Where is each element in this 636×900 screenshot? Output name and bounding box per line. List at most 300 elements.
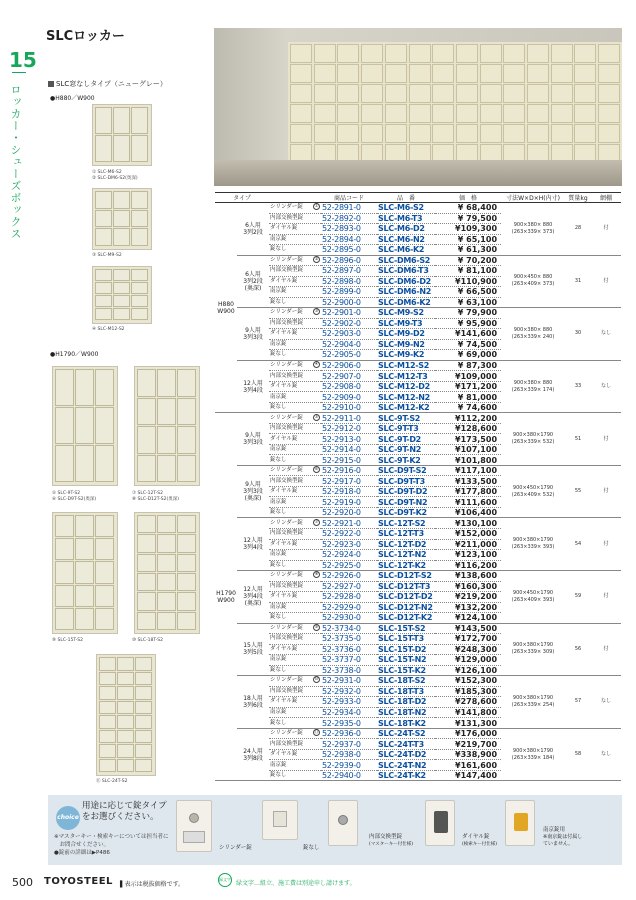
green-text-note: 緑文字…組立、施工費は別途申し請けます。 — [236, 880, 356, 887]
price-cell: ¥ 61,300 — [435, 245, 501, 256]
size-label-h1790: ●H1790／W900 — [50, 351, 99, 358]
type-cell: 15人用 3列5段 — [237, 623, 269, 676]
code-cell: 52-3736-0 — [321, 644, 377, 655]
product-cell: SLC-D12T-N2 — [377, 602, 435, 613]
price-cell: ¥106,400 — [435, 507, 501, 518]
photo-locker-door — [480, 84, 502, 103]
code-cell: 52-2933-0 — [321, 697, 377, 708]
code-cell: 52-2925-0 — [321, 560, 377, 571]
code-cell: 52-2917-0 — [321, 476, 377, 487]
header-code: 商品コード — [321, 193, 377, 203]
lock-cell — [269, 592, 321, 603]
photo-locker-door — [337, 84, 359, 103]
dims-cell: 900×380× 880 (263×339× 174) — [501, 360, 565, 413]
locker-door — [117, 701, 134, 715]
photo-locker-door — [598, 84, 620, 103]
lock-label: シリンダー錠 — [270, 677, 303, 684]
tax-note: ▌表示は税抜価格です。 — [120, 881, 185, 888]
product-cell: SLC-18T-K2 — [377, 718, 435, 729]
photo-locker-door — [456, 64, 478, 83]
lock-cell — [269, 728, 321, 739]
code-cell: 52-2920-0 — [321, 507, 377, 518]
shelf-cell: 付 — [591, 465, 621, 518]
shelf-cell: なし — [591, 728, 621, 781]
type-cell: 6人用 3列2段 — [237, 203, 269, 256]
photo-locker-door — [290, 104, 312, 123]
code-cell: 52-2921-0 — [321, 518, 377, 529]
photo-locker-door — [503, 84, 525, 103]
photo-locker-door — [456, 104, 478, 123]
lock-label: ダイヤル錠 — [270, 225, 298, 232]
lock-label-internal-sub: (マスターキー付仕様) — [369, 842, 414, 847]
type-cell: 24人用 3列8段 — [237, 728, 269, 781]
locker-door — [55, 445, 74, 482]
caption-3: ③ SLC-M9-S2 — [92, 253, 122, 258]
locker-door — [157, 573, 176, 591]
locker-door — [157, 612, 176, 630]
code-cell: 52-2900-0 — [321, 297, 377, 308]
price-cell: ¥ 70,200 — [435, 255, 501, 266]
lock-label: 錠なし — [270, 614, 287, 621]
lock-cell — [269, 245, 321, 256]
lock-label: 錠なし — [270, 404, 287, 411]
item-number-badge: ② — [314, 256, 319, 262]
photo-locker-door — [551, 64, 573, 83]
product-cell: SLC-M12-S2 — [377, 360, 435, 371]
locker-door — [113, 228, 130, 246]
price-cell: ¥138,600 — [435, 571, 501, 582]
locker-door — [99, 701, 116, 715]
locker-door — [55, 515, 74, 537]
code-cell: 52-2929-0 — [321, 602, 377, 613]
lock-label: 南京錠 — [270, 656, 287, 663]
locker-door — [55, 538, 74, 560]
brand-logo: TOYOSTEEL — [44, 876, 113, 887]
code-cell: 52-2937-0 — [321, 739, 377, 750]
lock-cell — [269, 507, 321, 518]
locker-9t — [52, 366, 118, 486]
locker-door — [117, 759, 134, 773]
locker-door — [177, 592, 196, 610]
item-number-badge: ⑤ — [314, 414, 319, 420]
price-cell: ¥143,500 — [435, 623, 501, 634]
code-cell: 52-2939-0 — [321, 760, 377, 771]
lock-cell — [269, 697, 321, 708]
photo-locker-door — [574, 104, 596, 123]
locker-door — [113, 210, 130, 228]
product-cell: SLC-18T-D2 — [377, 697, 435, 708]
price-cell: ¥172,700 — [435, 634, 501, 645]
price-cell: ¥147,400 — [435, 770, 501, 781]
locker-door — [99, 686, 116, 700]
locker-m9 — [92, 188, 152, 250]
product-cell: SLC-9T-S2 — [377, 413, 435, 424]
product-cell: SLC-12T-D2 — [377, 539, 435, 550]
photo-locker-door — [432, 64, 454, 83]
locker-door — [157, 369, 176, 397]
product-cell: SLC-9T-N2 — [377, 444, 435, 455]
lock-cell — [269, 644, 321, 655]
code-cell: 52-2896-0 — [321, 255, 377, 266]
page-title: SLCロッカー — [46, 29, 125, 44]
lock-cell — [269, 203, 321, 214]
locker-door — [157, 455, 176, 483]
product-cell: SLC-15T-T3 — [377, 634, 435, 645]
caption-1: ① SLC-M6-S2 ② SLC-DM6-S2(奥深) — [92, 170, 138, 181]
price-cell: ¥126,100 — [435, 665, 501, 676]
lock-label: 内部交換型錠 — [270, 582, 304, 589]
product-cell: SLC-M6-D2 — [377, 224, 435, 235]
locker-door — [75, 407, 94, 444]
product-cell: SLC-D9T-K2 — [377, 507, 435, 518]
price-cell: ¥171,200 — [435, 381, 501, 392]
lock-cell — [269, 444, 321, 455]
locker-door — [95, 135, 112, 162]
locker-door — [113, 269, 130, 281]
lock-label: 錠なし — [270, 772, 287, 779]
lock-label: 内部交換型錠 — [270, 319, 304, 326]
mass-cell: 28 — [565, 203, 591, 256]
product-cell: SLC-DM6-K2 — [377, 297, 435, 308]
lock-label: ダイヤル錠 — [270, 698, 298, 705]
caption-5: ⑤ SLC-9T-S2 ⑥ SLC-D9T-S2(奥深) — [52, 491, 97, 502]
lock-cell — [269, 266, 321, 277]
price-cell: ¥117,100 — [435, 465, 501, 476]
photo-locker-door — [551, 124, 573, 143]
locker-door — [117, 715, 134, 729]
locker-door — [75, 608, 94, 630]
product-cell: SLC-DM6-S2 — [377, 255, 435, 266]
locker-door — [131, 210, 148, 228]
locker-door — [75, 515, 94, 537]
lock-label: 南京錠 — [270, 761, 287, 768]
photo-locker-door — [456, 84, 478, 103]
locker-door — [177, 426, 196, 454]
lock-label: 錠なし — [270, 246, 287, 253]
locker-door — [113, 308, 130, 320]
product-cell: SLC-9T-K2 — [377, 455, 435, 466]
locker-door — [177, 398, 196, 426]
locker-door — [135, 701, 152, 715]
lock-cell — [269, 497, 321, 508]
table-row — [215, 465, 621, 476]
locker-18t — [134, 512, 200, 634]
locker-door — [177, 612, 196, 630]
chapter-divider — [12, 72, 26, 73]
shelf-cell: 付 — [591, 571, 621, 624]
locker-door — [75, 369, 94, 406]
lock-cell — [269, 623, 321, 634]
locker-door — [95, 561, 114, 583]
price-cell: ¥338,900 — [435, 749, 501, 760]
lock-label: シリンダー錠 — [270, 624, 303, 631]
lock-label: 内部交換型錠 — [270, 635, 304, 642]
notes: ※マスターキー・検索キーについては担当者に お問合せください。 ●錠前の詳細は▶P486 — [54, 834, 169, 856]
photo-locker-door — [385, 44, 407, 63]
locker-door — [177, 573, 196, 591]
lock-cell — [269, 392, 321, 403]
locker-door — [157, 592, 176, 610]
locker-door — [131, 107, 148, 134]
internal-cylinder-icon — [338, 815, 348, 825]
photo-locker-door — [527, 44, 549, 63]
locker-door — [137, 426, 156, 454]
locker-door — [131, 228, 148, 246]
product-cell: SLC-24T-T3 — [377, 739, 435, 750]
lock-label: ダイヤル錠 — [270, 751, 298, 758]
lock-label: 内部交換型錠 — [270, 740, 304, 747]
locker-door — [75, 445, 94, 482]
lock-cell — [269, 571, 321, 582]
installation-photo — [214, 28, 622, 186]
lock-label: 錠なし — [270, 561, 287, 568]
code-cell: 52-2891-0 — [321, 203, 377, 214]
product-cell: SLC-M6-S2 — [377, 203, 435, 214]
code-cell: 52-2901-0 — [321, 308, 377, 319]
lock-label: 南京錠 — [270, 446, 287, 453]
product-cell: SLC-DM6-D2 — [377, 276, 435, 287]
price-cell: ¥129,000 — [435, 655, 501, 666]
page-number: 500 — [12, 876, 33, 889]
price-cell: ¥278,600 — [435, 697, 501, 708]
locker-door — [55, 407, 74, 444]
photo-locker-door — [480, 124, 502, 143]
locker-door — [177, 515, 196, 533]
code-cell: 52-2936-0 — [321, 728, 377, 739]
lock-cell — [269, 371, 321, 382]
lock-cell — [269, 749, 321, 760]
price-cell: ¥176,000 — [435, 728, 501, 739]
item-number-badge: ⑦ — [314, 519, 319, 525]
section-label: SLC窓なしタイプ（ニューグレー） — [56, 80, 167, 88]
code-cell: 52-2912-0 — [321, 423, 377, 434]
lock-cell — [269, 634, 321, 645]
lock-label: ダイヤル錠 — [270, 435, 298, 442]
code-cell: 52-2897-0 — [321, 266, 377, 277]
price-cell: ¥ 74,600 — [435, 402, 501, 413]
type-cell: 12人用 3列4段 (奥深) — [237, 571, 269, 624]
lock-label: 南京錠 — [270, 235, 287, 242]
product-cell: SLC-18T-S2 — [377, 676, 435, 687]
price-cell: ¥ 63,100 — [435, 297, 501, 308]
code-cell: 52-2904-0 — [321, 339, 377, 350]
caption-7: ⑦ SLC-12T-S2 ⑧ SLC-D12T-S2(奥深) — [132, 491, 179, 502]
table-row — [215, 413, 621, 424]
photo-locker-door — [456, 124, 478, 143]
photo-floor — [214, 160, 622, 186]
locker-door — [95, 608, 114, 630]
photo-locker-door — [432, 104, 454, 123]
price-cell: ¥107,100 — [435, 444, 501, 455]
locker-door — [95, 228, 112, 246]
locker-15t — [52, 512, 118, 634]
height-cell: H880 W900 — [215, 203, 237, 413]
locker-door — [55, 561, 74, 583]
price-cell: ¥185,300 — [435, 686, 501, 697]
shelf-cell: 付 — [591, 203, 621, 256]
locker-door — [75, 561, 94, 583]
product-cell: SLC-15T-N2 — [377, 655, 435, 666]
dims-cell: 900×450×1790 (263×409× 393) — [501, 571, 565, 624]
lock-label: シリンダー錠 — [270, 361, 303, 368]
locker-door — [99, 657, 116, 671]
code-cell: 52-2915-0 — [321, 455, 377, 466]
price-cell: ¥133,500 — [435, 476, 501, 487]
product-cell: SLC-M9-N2 — [377, 339, 435, 350]
price-cell: ¥248,300 — [435, 644, 501, 655]
lock-cell — [269, 539, 321, 550]
locker-door — [117, 672, 134, 686]
locker-door — [135, 657, 152, 671]
lock-cell — [269, 686, 321, 697]
locker-door — [135, 744, 152, 758]
code-cell: 52-2899-0 — [321, 287, 377, 298]
locker-door — [113, 191, 130, 209]
photo-locker-door — [361, 64, 383, 83]
lock-label: 錠なし — [270, 298, 287, 305]
code-cell: 52-3738-0 — [321, 665, 377, 676]
photo-locker-door — [337, 124, 359, 143]
type-cell: 6人用 3列2段 (奥深) — [237, 255, 269, 308]
product-cell: SLC-M9-S2 — [377, 308, 435, 319]
price-cell: ¥ 79,500 — [435, 213, 501, 224]
item-number-badge: ⑨ — [314, 624, 319, 630]
locker-door — [117, 744, 134, 758]
lock-label: シリンダー錠 — [270, 519, 303, 526]
header-product: 品 番 — [377, 193, 435, 203]
chapter-sidebar — [0, 0, 37, 900]
lock-label: 南京錠 — [270, 498, 287, 505]
photo-locker-door — [527, 104, 549, 123]
mass-cell: 31 — [565, 255, 591, 308]
photo-locker-door — [574, 84, 596, 103]
photo-locker-door — [385, 124, 407, 143]
item-number-badge: ⑪ — [314, 730, 319, 736]
code-cell: 52-2894-0 — [321, 234, 377, 245]
photo-locker-door — [598, 64, 620, 83]
locker-door — [95, 369, 114, 406]
price-cell: ¥211,000 — [435, 539, 501, 550]
product-cell: SLC-15T-K2 — [377, 665, 435, 676]
lock-cell — [269, 718, 321, 729]
code-cell: 52-2914-0 — [321, 444, 377, 455]
locker-door — [55, 585, 74, 607]
photo-locker-door — [290, 64, 312, 83]
product-cell: SLC-M12-D2 — [377, 381, 435, 392]
product-cell: SLC-D12T-S2 — [377, 571, 435, 582]
locker-door — [135, 686, 152, 700]
photo-locker-door — [337, 44, 359, 63]
lock-cell — [269, 455, 321, 466]
lock-cell — [269, 308, 321, 319]
code-cell: 52-2895-0 — [321, 245, 377, 256]
header-lock — [269, 193, 321, 203]
lock-label: シリンダー錠 — [270, 414, 303, 421]
dial-lock-image — [425, 800, 455, 846]
locker-door — [131, 191, 148, 209]
photo-locker-door — [598, 104, 620, 123]
product-cell: SLC-M9-D2 — [377, 329, 435, 340]
product-cell: SLC-D9T-D2 — [377, 486, 435, 497]
product-cell: SLC-18T-T3 — [377, 686, 435, 697]
locker-door — [55, 608, 74, 630]
lock-label: 南京錠 — [270, 340, 287, 347]
photo-locker-door — [290, 84, 312, 103]
caption-11: ⑪ SLC-24T-S2 — [96, 779, 128, 784]
price-cell: ¥ 65,100 — [435, 234, 501, 245]
lock-label: シリンダー錠 — [270, 309, 303, 316]
code-cell: 52-2893-0 — [321, 224, 377, 235]
price-cell: ¥ 69,000 — [435, 350, 501, 361]
lock-cell — [269, 213, 321, 224]
locker-door — [137, 515, 156, 533]
code-cell: 52-2907-0 — [321, 371, 377, 382]
locker-door — [131, 295, 148, 307]
locker-door — [177, 455, 196, 483]
table-row — [215, 676, 621, 687]
lock-label: 内部交換型錠 — [270, 214, 304, 221]
dims-cell: 900×380×1790 (263×339× 532) — [501, 413, 565, 466]
lock-label: 内部交換型錠 — [270, 687, 304, 694]
lock-label: ダイヤル錠 — [270, 540, 298, 547]
caption-4: ④ SLC-M12-S2 — [92, 327, 125, 332]
lock-cell — [269, 297, 321, 308]
type-cell: 9人用 3列3段 (奥深) — [237, 465, 269, 518]
photo-locker-door — [337, 64, 359, 83]
photo-locker-door — [314, 44, 336, 63]
lock-label-none: 錠なし — [303, 845, 320, 851]
lock-cell — [269, 402, 321, 413]
code-cell: 52-2919-0 — [321, 497, 377, 508]
locker-door — [131, 308, 148, 320]
price-cell: ¥123,100 — [435, 550, 501, 561]
lock-label: 内部交換型錠 — [270, 267, 304, 274]
price-cell: ¥124,100 — [435, 613, 501, 624]
chapter-title: ロッカー・シューズボックス — [9, 84, 22, 240]
photo-locker-door — [574, 124, 596, 143]
locker-door — [55, 369, 74, 406]
lock-cell — [269, 423, 321, 434]
price-cell: ¥219,700 — [435, 739, 501, 750]
lock-label: ダイヤル錠 — [270, 593, 298, 600]
locker-door — [117, 730, 134, 744]
lock-cell — [269, 602, 321, 613]
price-cell: ¥ 66,500 — [435, 287, 501, 298]
photo-locker-door — [361, 44, 383, 63]
shelf-cell: 付 — [591, 518, 621, 571]
photo-locker-door — [361, 104, 383, 123]
product-cell: SLC-M6-N2 — [377, 234, 435, 245]
padlock-image — [505, 800, 535, 846]
lock-label: ダイヤル錠 — [270, 488, 298, 495]
locker-door — [135, 730, 152, 744]
price-cell: ¥111,600 — [435, 497, 501, 508]
photo-locker-door — [598, 44, 620, 63]
price-cell: ¥ 79,900 — [435, 308, 501, 319]
lock-label: 南京錠 — [270, 288, 287, 295]
code-cell: 52-2930-0 — [321, 613, 377, 624]
shelf-cell: 付 — [591, 413, 621, 466]
price-cell: ¥161,600 — [435, 760, 501, 771]
locker-door — [95, 295, 112, 307]
type-cell: 9人用 3列3段 — [237, 413, 269, 466]
locker-door — [137, 455, 156, 483]
product-cell: SLC-M9-K2 — [377, 350, 435, 361]
lock-cell — [269, 276, 321, 287]
locker-24t — [96, 654, 156, 776]
code-cell: 52-3734-0 — [321, 623, 377, 634]
shelf-cell: なし — [591, 308, 621, 361]
